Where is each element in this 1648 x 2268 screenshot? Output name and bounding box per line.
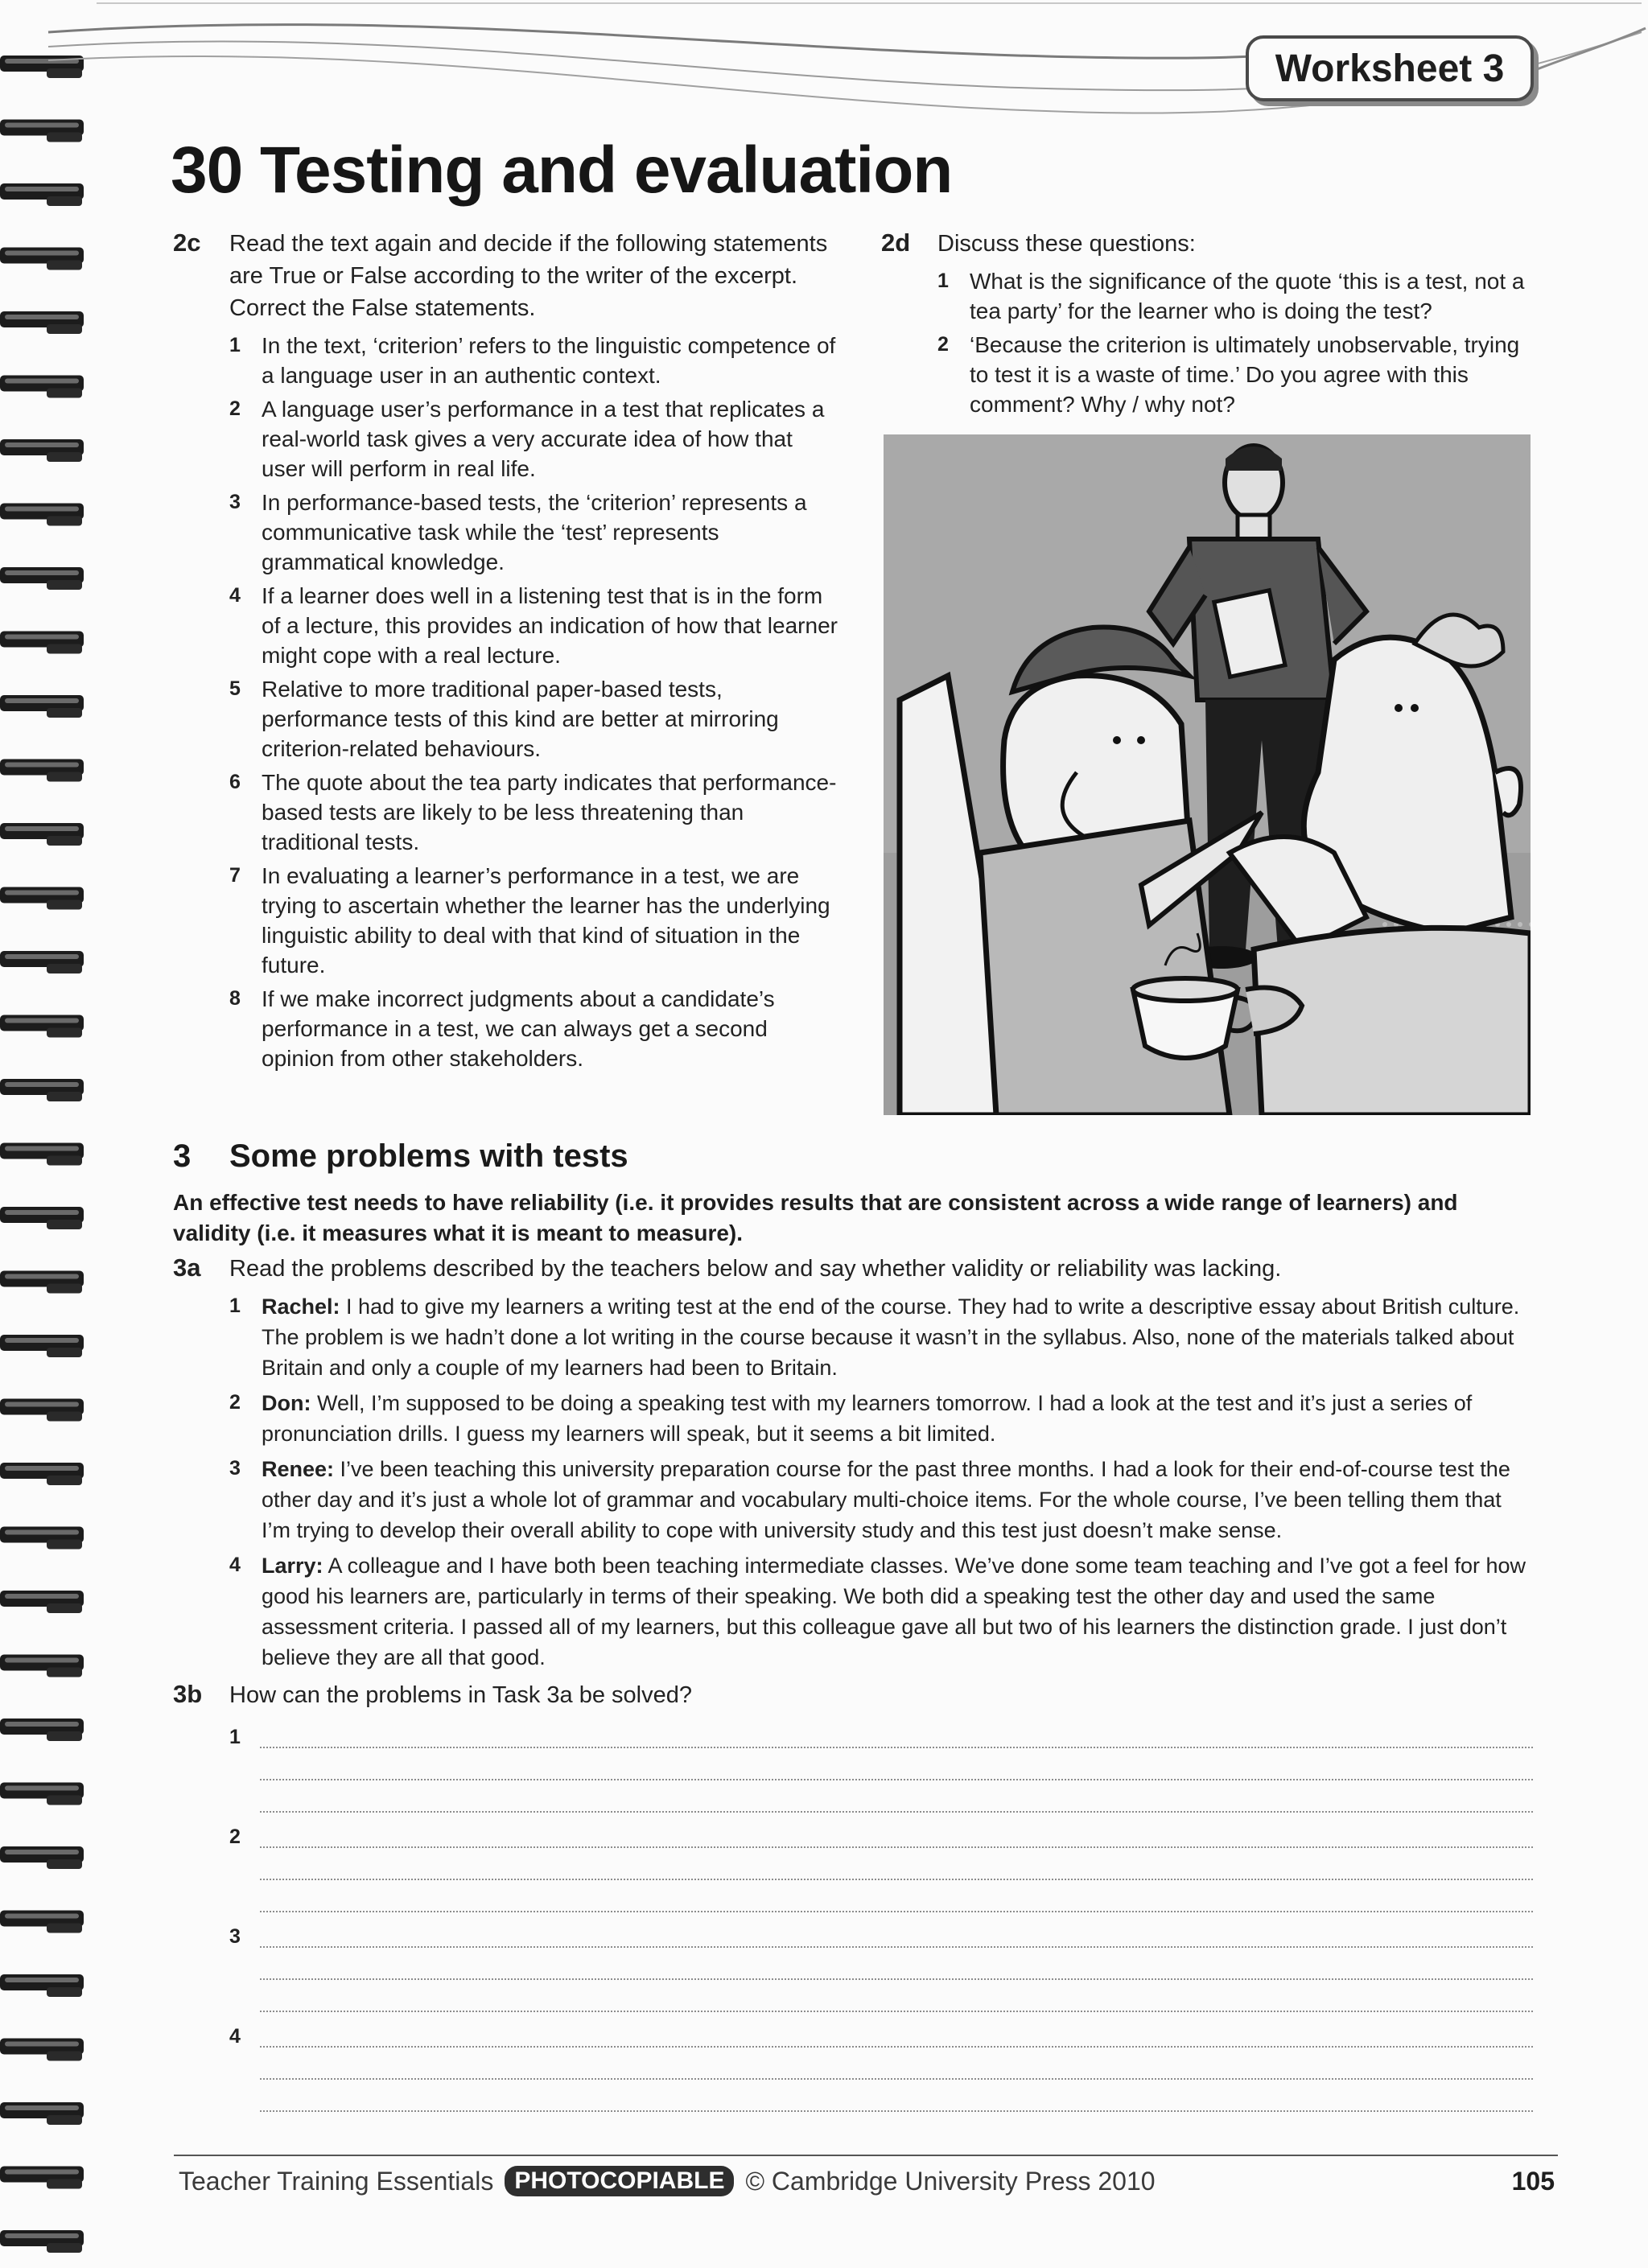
worksheet-tab: Worksheet 3 <box>1246 35 1534 101</box>
task-number: 2c <box>173 228 201 257</box>
list-item: 2 A language user’s performance in a test that replicates a real-world task gives a very accurate idea of how that user will perform in real life. <box>229 397 825 481</box>
copyright-notice: © Cambridge University Press 2010 <box>745 2166 1156 2196</box>
photocopiable-badge: PHOTOCOPIABLE <box>505 2166 734 2196</box>
list-item: 3 Renee: I’ve been teaching this university preparation course for the past three months. I had a look for their end-of-course test the other day and it’s just a whole lot of grammar and vocabulary multi-choice items. For the whole course, I’ve been telling them that I’m trying to develop their overall ability to cope with university study and this test just doesn’t make sense. <box>229 1457 1510 1542</box>
task-3b <box>173 1679 1533 2115</box>
task-instruction: Read the problems described by the teachers below and say whether validity or reliability was lacking. <box>229 1256 1282 1282</box>
list-item: 4 Larry: A colleague and I have both been teaching intermediate classes. We’ve done some team teaching and I’ve got a feel for how good his learners are, particularly in terms of their speaking. We both did a speaking test the other day and used the same assessment criteria. I passed all of my learners, but this colleague gave all but two of his learners the distinction grade. I just don’t believe they are all that good. <box>229 1554 1526 1669</box>
series-title: Teacher Training Essentials <box>179 2166 494 2196</box>
answer-block: 4 <box>229 2015 1533 2115</box>
answer-lines[interactable] <box>260 1916 1533 2015</box>
answer-block: 1 <box>229 1716 1533 1816</box>
teacher-name: Larry: <box>262 1554 323 1578</box>
section-3-intro: An effective test needs to have reliability (i.e. it provides results that are consistent across a wide range of learners) and validity (i.e. it measures what it is meant to measure). <box>173 1190 1458 1245</box>
answer-lines[interactable] <box>260 1816 1533 1916</box>
list-item: 7 In evaluating a learner’s performance in a test, we are trying to ascertain whether the learner has the underlying linguistic ability to deal with that kind of situation in the future. <box>229 863 830 978</box>
footer-divider <box>174 2155 1558 2156</box>
task-2d <box>881 228 1537 423</box>
list-item: 8 If we make incorrect judgments about a candidate’s performance in a test, we can always get a second opinion from other stakeholders. <box>229 986 775 1071</box>
task-instruction: Read the text again and decide if the following statements are True or False according to the writer of the excerpt. Correct the False statements. <box>229 231 828 321</box>
problem-list <box>229 1291 1533 1673</box>
list-item: 3 In performance-based tests, the ‘criterion’ represents a communicative task while the ‘test’ represents grammatical knowledge. <box>229 490 807 574</box>
statement-list <box>229 331 841 1073</box>
task-number: 2d <box>881 228 911 257</box>
spiral-binding <box>0 0 95 2268</box>
page-footer <box>179 2166 1555 2196</box>
list-item: 5 Relative to more traditional paper-based tests, performance tests of this kind are better at mirroring criterion-related behaviours. <box>229 677 779 761</box>
teacher-name: Don: <box>262 1391 311 1415</box>
task-instruction: How can the problems in Task 3a be solved? <box>229 1682 692 1708</box>
list-item: 1 In the text, ‘criterion’ refers to the linguistic competence of a language user in an authentic context. <box>229 333 836 388</box>
list-item: 4 If a learner does well in a listening test that is in the form of a lecture, this provides an indication of how that learner might cope with a real lecture. <box>229 583 838 668</box>
task-number: 3a <box>173 1253 201 1282</box>
list-item: 1 What is the significance of the quote ‘this is a test, not a tea party’ for the learner who is doing the test? <box>937 269 1525 323</box>
section-3-title: 3 Some problems with tests <box>173 1138 628 1174</box>
task-3a <box>173 1253 1533 1677</box>
task-instruction: Discuss these questions: <box>937 231 1196 257</box>
page-title: 30 Testing and evaluation <box>171 134 953 207</box>
answer-lines[interactable] <box>260 2015 1533 2115</box>
list-item: 2 Don: Well, I’m supposed to be doing a speaking test with my learners tomorrow. I had a look at the test and it’s just a series of pronunciation drills. I guess my learners will speak, but it seems a bit limited. <box>229 1391 1473 1446</box>
list-item: 6 The quote about the tea party indicates that performance-based tests are likely to be less threatening than traditional tests. <box>229 770 837 854</box>
task-number: 3b <box>173 1680 203 1708</box>
task-2c <box>173 228 841 1077</box>
tea-party-illustration <box>884 434 1531 1115</box>
list-item: 2 ‘Because the criterion is ultimately unobservable, trying to test it is a waste of time.’ Do you agree with this comment? Why / why not? <box>937 332 1520 417</box>
answer-lines[interactable] <box>260 1716 1533 1816</box>
teacher-name: Rachel: <box>262 1295 340 1319</box>
answer-block: 3 <box>229 1916 1533 2015</box>
list-item: 1 Rachel: I had to give my learners a writing test at the end of the course. They had to write a descriptive essay about British culture. The problem is we hadn’t done a lot writing in the course because it wasn’t in the syllabus. Also, none of the materials talked about Britain and only a couple of my learners had been to Britain. <box>229 1295 1520 1380</box>
answer-block: 2 <box>229 1816 1533 1916</box>
page-number: 105 <box>1511 2166 1555 2196</box>
question-list <box>937 266 1537 419</box>
teacher-name: Renee: <box>262 1457 335 1481</box>
